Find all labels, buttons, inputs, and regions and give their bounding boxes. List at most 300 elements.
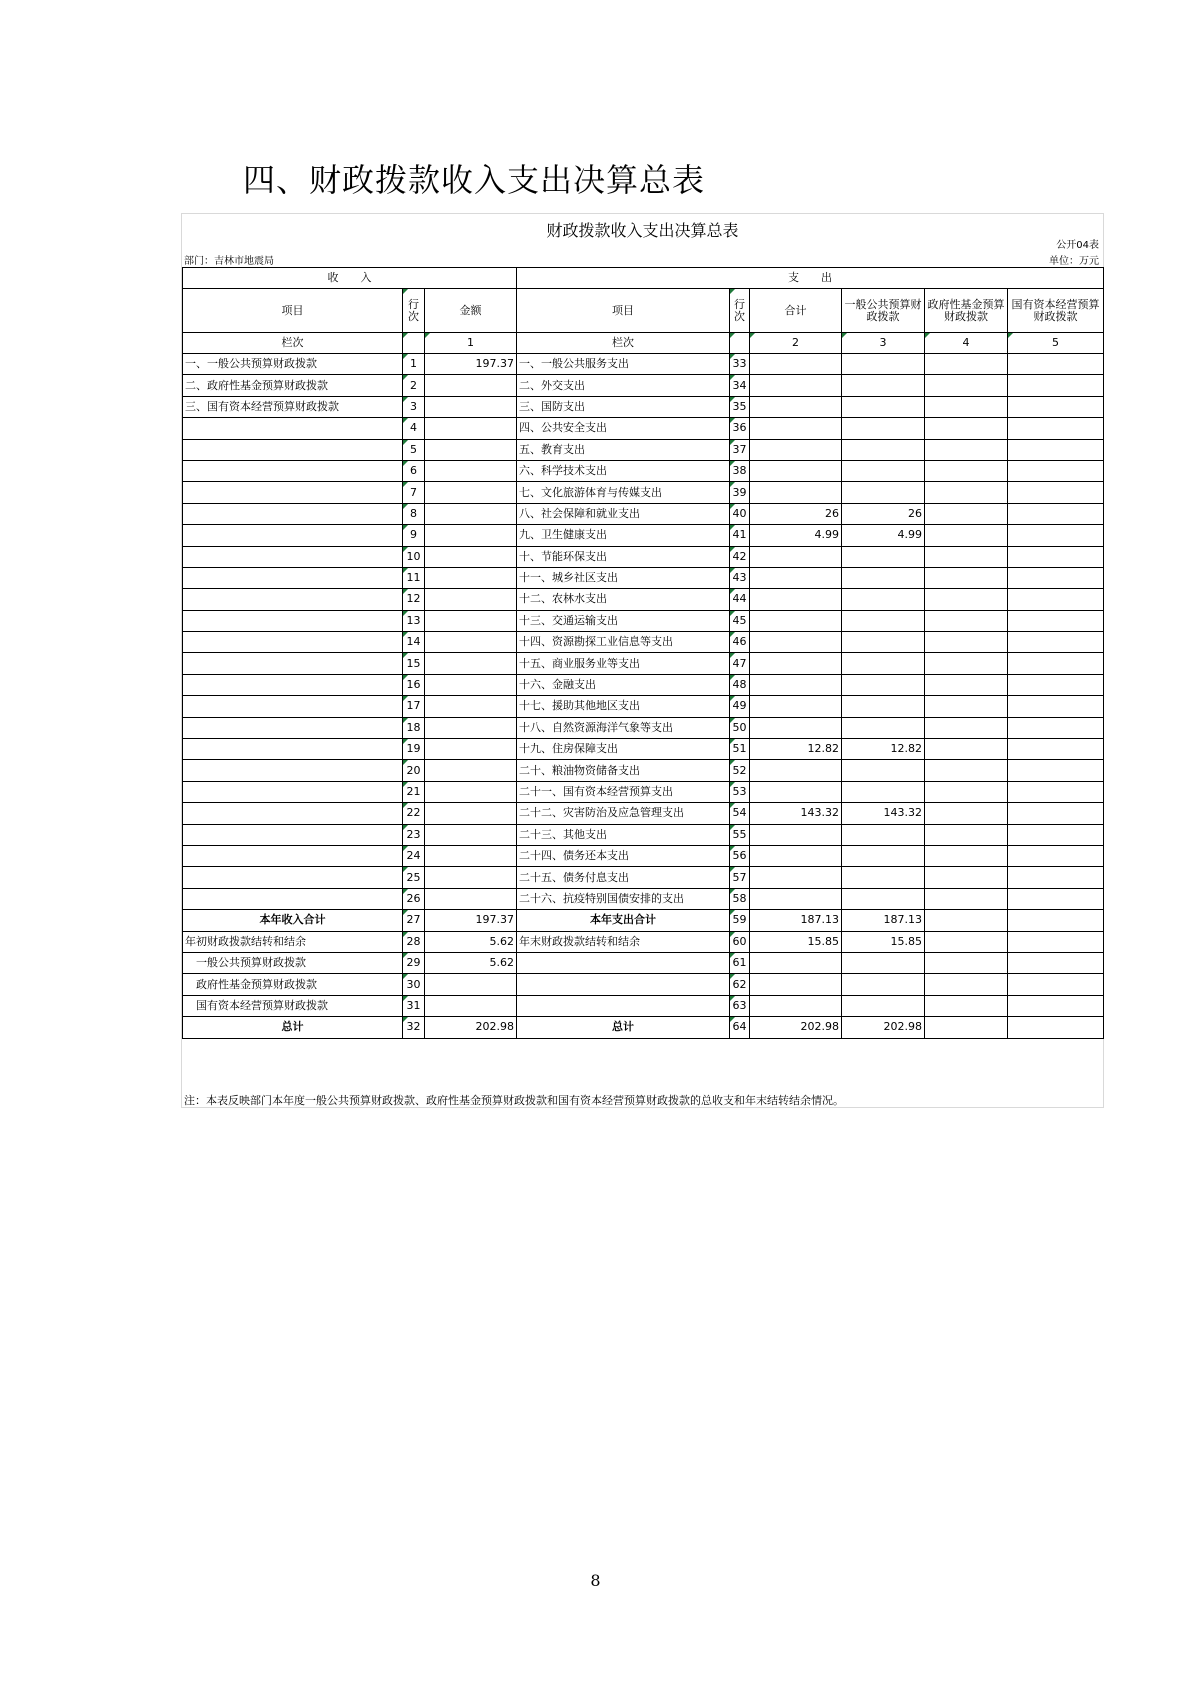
- state-capital-amount: [1008, 439, 1104, 460]
- gov-fund-amount: [925, 1017, 1008, 1038]
- expense-line-no: 54: [730, 803, 750, 824]
- income-amount: [425, 567, 517, 588]
- income-amount: [425, 546, 517, 567]
- expense-line-no: 64: [730, 1017, 750, 1038]
- expense-line-no: 50: [730, 717, 750, 738]
- general-budget-amount: 4.99: [842, 525, 925, 546]
- general-budget-amount: [842, 589, 925, 610]
- table-row: [183, 910, 1104, 931]
- income-item: 政府性基金预算财政拨款: [183, 974, 403, 995]
- gov-fund-amount: [925, 525, 1008, 546]
- table-row: [183, 845, 1104, 866]
- expense-item: 二十四、债务还本支出: [517, 845, 730, 866]
- state-capital-amount: [1008, 418, 1104, 439]
- table-body: [183, 354, 1104, 1039]
- table-row: [183, 439, 1104, 460]
- expense-total: [750, 632, 842, 653]
- income-amount: [425, 589, 517, 610]
- table-row: [183, 482, 1104, 503]
- general-budget-amount: [842, 781, 925, 802]
- expense-total: 12.82: [750, 739, 842, 760]
- table-row: [183, 525, 1104, 546]
- income-amount: [425, 439, 517, 460]
- expense-item: 二十一、国有资本经营预算支出: [517, 781, 730, 802]
- table-row: [183, 589, 1104, 610]
- expense-item: 七、文化旅游体育与传媒支出: [517, 482, 730, 503]
- income-item: [183, 803, 403, 824]
- expense-item: 二十二、灾害防治及应急管理支出: [517, 803, 730, 824]
- expense-line-no: 46: [730, 632, 750, 653]
- gov-fund-amount: [925, 910, 1008, 931]
- income-line-no: 13: [403, 610, 425, 631]
- expense-total: [750, 888, 842, 909]
- table-row: [183, 696, 1104, 717]
- general-budget-amount: [842, 674, 925, 695]
- expense-item: 十九、住房保障支出: [517, 739, 730, 760]
- gov-fund-amount: [925, 995, 1008, 1016]
- gov-fund-amount: [925, 888, 1008, 909]
- expense-item: 本年支出合计: [517, 910, 730, 931]
- expense-line-no: 38: [730, 460, 750, 481]
- income-amount: [425, 418, 517, 439]
- expense-total: [750, 396, 842, 417]
- income-amount: [425, 375, 517, 396]
- expense-total: [750, 653, 842, 674]
- income-amount: 197.37: [425, 354, 517, 375]
- gov-fund-amount: [925, 717, 1008, 738]
- table-row: [183, 418, 1104, 439]
- gov-fund-amount: [925, 546, 1008, 567]
- income-item: [183, 845, 403, 866]
- expense-item: 十、节能环保支出: [517, 546, 730, 567]
- gov-fund-amount: [925, 354, 1008, 375]
- state-capital-amount: [1008, 803, 1104, 824]
- expense-total: 187.13: [750, 910, 842, 931]
- table-row: [183, 610, 1104, 631]
- table-row: [183, 739, 1104, 760]
- general-budget-amount: [842, 696, 925, 717]
- general-budget-amount: [842, 653, 925, 674]
- gov-fund-amount: [925, 781, 1008, 802]
- income-item: [183, 439, 403, 460]
- gov-fund-amount: [925, 931, 1008, 952]
- income-line-no: 18: [403, 717, 425, 738]
- general-budget-amount: [842, 717, 925, 738]
- expense-total: [750, 781, 842, 802]
- income-line-no: 15: [403, 653, 425, 674]
- general-budget-amount: [842, 439, 925, 460]
- income-amount: [425, 525, 517, 546]
- income-amount: [425, 653, 517, 674]
- expense-line-no: 59: [730, 910, 750, 931]
- expense-line-header: 行次: [730, 289, 750, 333]
- expense-line-no: 39: [730, 482, 750, 503]
- income-line-no: 3: [403, 396, 425, 417]
- income-amount: [425, 824, 517, 845]
- expense-total: [750, 375, 842, 396]
- table-row: [183, 803, 1104, 824]
- income-amount: [425, 781, 517, 802]
- income-item: [183, 717, 403, 738]
- income-line-no: 28: [403, 931, 425, 952]
- expense-item-header: 项目: [517, 289, 730, 333]
- general-budget-amount: [842, 760, 925, 781]
- table-row: [183, 632, 1104, 653]
- income-item: [183, 525, 403, 546]
- col-label: 栏次: [183, 333, 403, 354]
- state-capital-amount: [1008, 632, 1104, 653]
- general-budget-amount: [842, 375, 925, 396]
- table-row: [183, 995, 1104, 1016]
- general-budget-amount: 15.85: [842, 931, 925, 952]
- general-budget-amount: 187.13: [842, 910, 925, 931]
- income-item: [183, 824, 403, 845]
- income-item: 年初财政拨款结转和结余: [183, 931, 403, 952]
- table-row: [183, 354, 1104, 375]
- income-item: [183, 739, 403, 760]
- table-row: [183, 653, 1104, 674]
- income-amount: [425, 396, 517, 417]
- general-budget-amount: [842, 396, 925, 417]
- income-item: [183, 888, 403, 909]
- income-line-no: 4: [403, 418, 425, 439]
- expense-line-no: 44: [730, 589, 750, 610]
- expense-item: [517, 995, 730, 1016]
- income-amount: [425, 888, 517, 909]
- income-amount: [425, 717, 517, 738]
- income-item: 二、政府性基金预算财政拨款: [183, 375, 403, 396]
- gov-fund-amount: [925, 824, 1008, 845]
- state-capital-amount: [1008, 546, 1104, 567]
- expense-line-no: 37: [730, 439, 750, 460]
- footnote: 注：本表反映部门本年度一般公共预算财政拨款、政府性基金预算财政拨款和国有资本经营预算财政拨款的总收支和年末结转结余情况。: [184, 1094, 844, 1107]
- expense-total: [750, 567, 842, 588]
- state-capital-amount: [1008, 375, 1104, 396]
- income-line-no: 16: [403, 674, 425, 695]
- state-capital-amount: [1008, 567, 1104, 588]
- gov-fund-amount: [925, 674, 1008, 695]
- table-row: [183, 717, 1104, 738]
- state-capital-amount: [1008, 396, 1104, 417]
- table-row: [183, 781, 1104, 802]
- expense-total: 26: [750, 503, 842, 524]
- expense-line-no: 48: [730, 674, 750, 695]
- expense-total: [750, 589, 842, 610]
- col-idx-2: 2: [750, 333, 842, 354]
- income-amount: [425, 845, 517, 866]
- income-amount: [425, 632, 517, 653]
- expense-item: 十二、农林水支出: [517, 589, 730, 610]
- state-capital-amount: [1008, 974, 1104, 995]
- income-amount: [425, 995, 517, 1016]
- expense-item: 九、卫生健康支出: [517, 525, 730, 546]
- gov-fund-amount: [925, 632, 1008, 653]
- expense-line-no: 43: [730, 567, 750, 588]
- expense-item: [517, 974, 730, 995]
- gov-fund-amount: [925, 952, 1008, 973]
- state-capital-amount: [1008, 845, 1104, 866]
- income-line-no: 10: [403, 546, 425, 567]
- income-line-no: 21: [403, 781, 425, 802]
- expense-line-no: 57: [730, 867, 750, 888]
- income-item: 国有资本经营预算财政拨款: [183, 995, 403, 1016]
- income-amount: [425, 696, 517, 717]
- income-amount: [425, 974, 517, 995]
- expense-item: 一、一般公共服务支出: [517, 354, 730, 375]
- expense-total: [750, 482, 842, 503]
- general-budget-amount: [842, 632, 925, 653]
- expense-total: [750, 439, 842, 460]
- income-amount: [425, 867, 517, 888]
- state-capital-amount: [1008, 760, 1104, 781]
- expense-line-no: 41: [730, 525, 750, 546]
- state-capital-amount: [1008, 1017, 1104, 1038]
- general-budget-amount: 202.98: [842, 1017, 925, 1038]
- expense-total: [750, 354, 842, 375]
- expense-line-no: 45: [730, 610, 750, 631]
- income-item: 一般公共预算财政拨款: [183, 952, 403, 973]
- expense-total: [750, 460, 842, 481]
- income-item-header: 项目: [183, 289, 403, 333]
- income-line-no: 2: [403, 375, 425, 396]
- income-amount: 202.98: [425, 1017, 517, 1038]
- general-budget-amount: [842, 845, 925, 866]
- general-budget-amount: [842, 824, 925, 845]
- report-sheet: [181, 213, 1104, 1108]
- income-line-no: 14: [403, 632, 425, 653]
- col-idx-blank-2: [730, 333, 750, 354]
- table-row: [183, 824, 1104, 845]
- expense-line-no: 49: [730, 696, 750, 717]
- general-budget-amount: [842, 995, 925, 1016]
- table-row: [183, 674, 1104, 695]
- col-label-2: 栏次: [517, 333, 730, 354]
- page-heading: 四、财政拨款收入支出决算总表: [243, 161, 706, 199]
- expense-total: [750, 696, 842, 717]
- general-budget-amount: [842, 482, 925, 503]
- department-label: 部门：吉林市地震局: [184, 256, 274, 267]
- state-capital-amount: [1008, 824, 1104, 845]
- income-amount: 197.37: [425, 910, 517, 931]
- income-item: [183, 674, 403, 695]
- gov-fund-amount: [925, 653, 1008, 674]
- income-item: [183, 460, 403, 481]
- income-line-no: 1: [403, 354, 425, 375]
- expense-total: [750, 760, 842, 781]
- gov-fund-amount: [925, 610, 1008, 631]
- expense-total-header: 合计: [750, 289, 842, 333]
- income-item: [183, 696, 403, 717]
- gov-fund-amount: [925, 418, 1008, 439]
- income-item: 一、一般公共预算财政拨款: [183, 354, 403, 375]
- expense-item: [517, 952, 730, 973]
- expense-total: [750, 717, 842, 738]
- table-row: [183, 867, 1104, 888]
- income-group-header: 收 入: [183, 268, 517, 289]
- table-row: [183, 760, 1104, 781]
- state-capital-amount: [1008, 696, 1104, 717]
- expense-item: 四、公共安全支出: [517, 418, 730, 439]
- table-row: [183, 931, 1104, 952]
- general-budget-amount: 26: [842, 503, 925, 524]
- state-capital-amount: [1008, 910, 1104, 931]
- income-line-no: 7: [403, 482, 425, 503]
- gov-fund-amount: [925, 845, 1008, 866]
- expense-line-no: 56: [730, 845, 750, 866]
- general-budget-amount: [842, 952, 925, 973]
- expense-item: 十一、城乡社区支出: [517, 567, 730, 588]
- table-row: [183, 375, 1104, 396]
- expense-total: [750, 952, 842, 973]
- expense-line-no: 34: [730, 375, 750, 396]
- income-amount: [425, 803, 517, 824]
- income-item: [183, 653, 403, 674]
- income-item: 总计: [183, 1017, 403, 1038]
- col-idx-3: 3: [842, 333, 925, 354]
- expense-item: 十三、交通运输支出: [517, 610, 730, 631]
- expense-total: [750, 418, 842, 439]
- income-amount: [425, 503, 517, 524]
- gov-fund-amount: [925, 589, 1008, 610]
- expense-item: 十七、援助其他地区支出: [517, 696, 730, 717]
- sheet-title: 财政拨款收入支出决算总表: [546, 221, 739, 240]
- state-capital-amount: [1008, 952, 1104, 973]
- expense-total: 15.85: [750, 931, 842, 952]
- expense-line-no: 60: [730, 931, 750, 952]
- expense-total: [750, 824, 842, 845]
- state-capital-amount: [1008, 610, 1104, 631]
- income-item: [183, 760, 403, 781]
- gov-fund-amount: [925, 867, 1008, 888]
- expense-line-no: 61: [730, 952, 750, 973]
- income-item: [183, 546, 403, 567]
- income-line-no: 29: [403, 952, 425, 973]
- income-amount: 5.62: [425, 931, 517, 952]
- income-amount-header: 金额: [425, 289, 517, 333]
- income-item: [183, 503, 403, 524]
- expense-total: 4.99: [750, 525, 842, 546]
- income-line-no: 23: [403, 824, 425, 845]
- income-line-no: 19: [403, 739, 425, 760]
- table-row: [183, 546, 1104, 567]
- table-row: [183, 567, 1104, 588]
- state-capital-amount: [1008, 354, 1104, 375]
- state-capital-amount: [1008, 653, 1104, 674]
- table-row: [183, 460, 1104, 481]
- expense-item: 三、国防支出: [517, 396, 730, 417]
- income-line-no: 26: [403, 888, 425, 909]
- state-capital-amount: [1008, 482, 1104, 503]
- table-row: [183, 952, 1104, 973]
- state-capital-amount: [1008, 739, 1104, 760]
- income-line-no: 30: [403, 974, 425, 995]
- expense-line-no: 36: [730, 418, 750, 439]
- page-number: 8: [590, 1571, 601, 1590]
- table-row: [183, 974, 1104, 995]
- income-item: [183, 482, 403, 503]
- income-line-no: 31: [403, 995, 425, 1016]
- gov-fund-amount: [925, 803, 1008, 824]
- income-line-no: 8: [403, 503, 425, 524]
- income-amount: [425, 674, 517, 695]
- state-capital-amount: [1008, 503, 1104, 524]
- expense-total: 202.98: [750, 1017, 842, 1038]
- gov-fund-amount: [925, 974, 1008, 995]
- col-idx-4: 4: [925, 333, 1008, 354]
- expense-line-no: 40: [730, 503, 750, 524]
- gov-fund-amount: [925, 396, 1008, 417]
- income-amount: [425, 760, 517, 781]
- expense-item: 六、科学技术支出: [517, 460, 730, 481]
- expense-item: 二十、粮油物资储备支出: [517, 760, 730, 781]
- income-line-no: 25: [403, 867, 425, 888]
- expense-total: [750, 867, 842, 888]
- table-row: [183, 503, 1104, 524]
- expense-item: 十五、商业服务业等支出: [517, 653, 730, 674]
- general-budget-amount: [842, 610, 925, 631]
- income-amount: [425, 739, 517, 760]
- income-line-no: 22: [403, 803, 425, 824]
- general-budget-amount: [842, 418, 925, 439]
- expense-total: [750, 845, 842, 866]
- expense-item: 十八、自然资源海洋气象等支出: [517, 717, 730, 738]
- income-item: 三、国有资本经营预算财政拨款: [183, 396, 403, 417]
- gov-fund-header: 政府性基金预算财政拨款: [925, 289, 1008, 333]
- general-budget-amount: 12.82: [842, 739, 925, 760]
- table-row: [183, 396, 1104, 417]
- income-item: [183, 567, 403, 588]
- gov-fund-amount: [925, 567, 1008, 588]
- state-capital-amount: [1008, 674, 1104, 695]
- expense-item: 二十五、债务付息支出: [517, 867, 730, 888]
- gov-fund-amount: [925, 696, 1008, 717]
- general-budget-amount: [842, 354, 925, 375]
- expense-total: [750, 546, 842, 567]
- income-line-no: 24: [403, 845, 425, 866]
- income-item: [183, 632, 403, 653]
- general-budget-amount: [842, 546, 925, 567]
- expense-total: 143.32: [750, 803, 842, 824]
- expense-total: [750, 974, 842, 995]
- expense-line-no: 55: [730, 824, 750, 845]
- expense-total: [750, 674, 842, 695]
- expense-item: 十六、金融支出: [517, 674, 730, 695]
- income-line-no: 32: [403, 1017, 425, 1038]
- expense-line-no: 53: [730, 781, 750, 802]
- gov-fund-amount: [925, 375, 1008, 396]
- table-row: [183, 888, 1104, 909]
- income-line-no: 5: [403, 439, 425, 460]
- state-capital-amount: [1008, 995, 1104, 1016]
- gov-fund-amount: [925, 439, 1008, 460]
- expense-line-no: 35: [730, 396, 750, 417]
- expense-line-no: 62: [730, 974, 750, 995]
- state-capital-amount: [1008, 460, 1104, 481]
- form-code: 公开04表: [1056, 240, 1099, 251]
- gov-fund-amount: [925, 760, 1008, 781]
- expense-line-no: 33: [730, 354, 750, 375]
- expense-line-no: 47: [730, 653, 750, 674]
- general-budget-amount: [842, 567, 925, 588]
- income-line-no: 9: [403, 525, 425, 546]
- income-amount: 5.62: [425, 952, 517, 973]
- state-capital-header: 国有资本经营预算财政拨款: [1008, 289, 1104, 333]
- col-idx-blank: [403, 333, 425, 354]
- gov-fund-amount: [925, 482, 1008, 503]
- general-budget-header: 一般公共预算财政拨款: [842, 289, 925, 333]
- expense-line-no: 51: [730, 739, 750, 760]
- income-item: [183, 781, 403, 802]
